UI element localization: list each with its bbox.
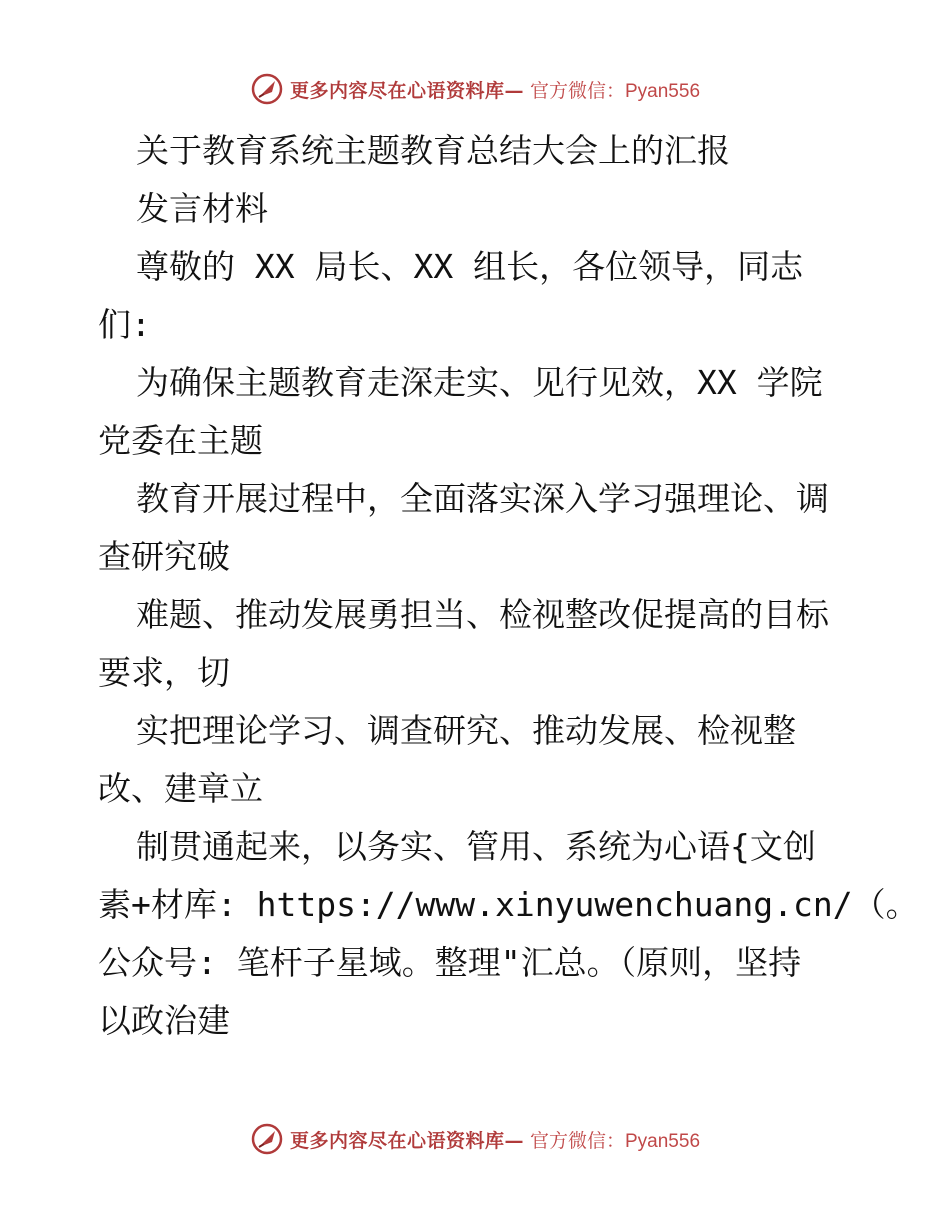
body-line: 党委在主题 <box>98 421 263 460</box>
title-line-2: 发言材料 <box>136 189 268 228</box>
body-line: 教育开展过程中，全面落实深入学习强理论、调 <box>136 479 829 518</box>
quill-logo-icon <box>250 1122 284 1156</box>
body-line: 改、建章立 <box>98 769 263 808</box>
salutation-line-1: 尊敬的 XX 局长、XX 组长，各位领导，同志 <box>136 247 804 286</box>
page-footer-watermark <box>0 1122 950 1156</box>
title-line-1: 关于教育系统主题教育总结大会上的汇报 <box>136 131 730 170</box>
body-line: 实把理论学习、调查研究、推动发展、检视整 <box>136 711 796 750</box>
page-header-watermark <box>0 72 950 106</box>
body-line: 以政治建 <box>98 1001 230 1040</box>
watermark-contact: 官方微信：Pyan556 <box>530 80 701 102</box>
body-line: 难题、推动发展勇担当、检视整改促提高的目标 <box>136 595 829 634</box>
document-body <box>98 122 919 1050</box>
body-line: 素+材库: https://www.xinyuwenchuang.cn/（。 <box>98 885 919 924</box>
body-line: 制贯通起来，以务实、管用、系统为心语{文创 <box>136 827 816 866</box>
quill-logo-icon <box>250 72 284 106</box>
body-line: 要求，切 <box>98 653 230 692</box>
body-line: 公众号: 笔杆子星域。整理"汇总。（原则，坚持 <box>98 943 802 982</box>
body-line: 查研究破 <box>98 537 230 576</box>
watermark-contact: 官方微信：Pyan556 <box>530 1130 701 1152</box>
body-line: 为确保主题教育走深走实、见行见效，XX 学院 <box>136 363 823 402</box>
watermark-text: 更多内容尽在心语资料库— <box>289 79 524 102</box>
salutation-line-2: 们: <box>98 305 151 344</box>
watermark-text: 更多内容尽在心语资料库— <box>289 1129 524 1152</box>
